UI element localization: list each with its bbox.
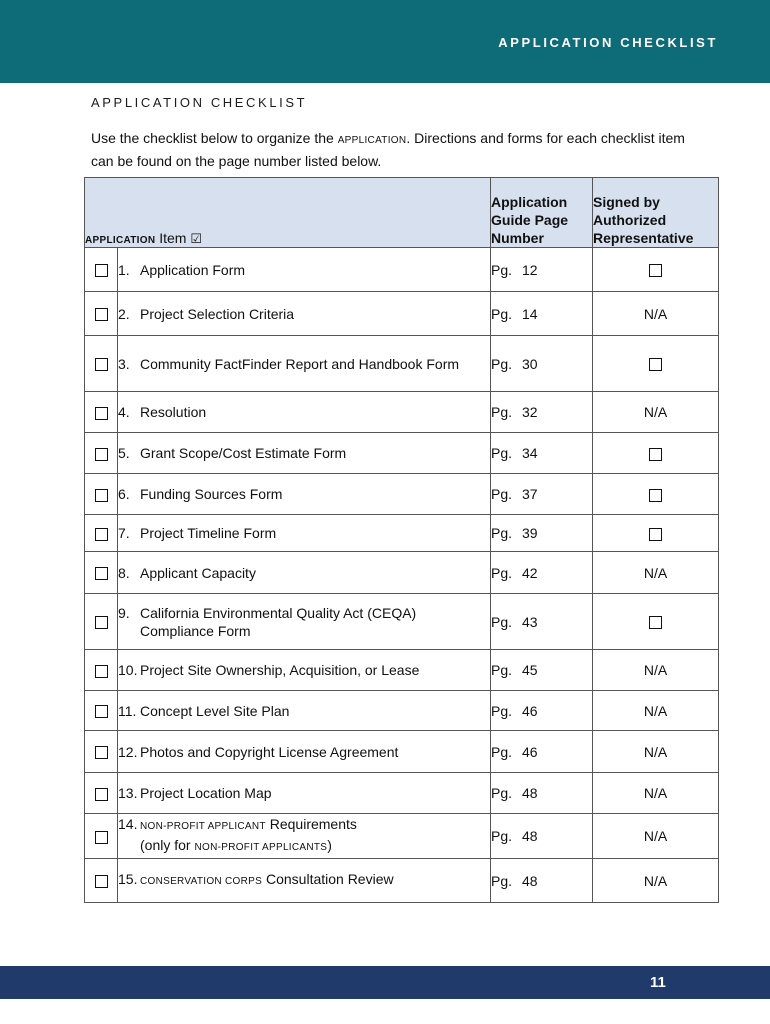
page-prefix: Pg. [491,305,513,322]
item-number: 11. [118,702,137,719]
page-prefix: Pg. [491,702,513,719]
table-row [85,336,719,392]
item-checkbox[interactable] [95,788,108,801]
checklist-body [85,248,719,903]
footer-band [0,966,770,999]
row-checkbox-cell [85,731,118,773]
row-checkbox-cell [85,392,118,433]
signed-cell [593,650,719,691]
signed-cell [593,859,719,903]
page-value: 30 [522,355,538,372]
item-checkbox[interactable] [95,746,108,759]
signed-cell [593,731,719,773]
page-cell [491,731,593,773]
item-cell [118,292,491,336]
row-checkbox-cell [85,433,118,474]
table-row [85,248,719,292]
item-number: 8. [118,564,130,581]
item-cell [118,474,491,515]
item-description-part: Requirements [265,816,357,832]
col-page-line: Number [491,230,544,246]
item-description: Project Timeline Form [140,525,277,541]
row-checkbox-cell [85,474,118,515]
table-row [85,392,719,433]
signed-checkbox[interactable] [649,528,662,541]
item-checkbox[interactable] [95,567,108,580]
page-prefix: Pg. [491,743,513,760]
item-checkbox[interactable] [95,705,108,718]
item-description: Applicant Capacity [140,564,256,581]
item-cell [118,773,491,814]
ballot-check-icon: ☑ [190,231,203,246]
row-checkbox-cell [85,515,118,552]
table-row [85,691,719,731]
header-band [0,0,770,83]
item-number: 10. [118,662,138,678]
page-value: 39 [522,525,538,541]
table-row [85,594,719,650]
page-title: APPLICATION CHECKLIST [91,95,308,110]
page-prefix: Pg. [491,404,513,420]
page-value: 14 [522,305,538,322]
header-title: APPLICATION CHECKLIST [498,35,718,50]
intro-text-before: Use the checklist below to organize the [91,130,338,146]
page-prefix: Pg. [491,828,513,844]
item-description: California Environmental Quality Act (CEQA) Compliance Form [140,604,417,639]
table-row [85,552,719,594]
signed-checkbox[interactable] [649,264,662,277]
row-checkbox-cell [85,292,118,336]
page-cell [491,515,593,552]
signed-cell [593,336,719,392]
table-row [85,731,719,773]
page-value: 43 [522,613,538,630]
item-number: 9. [118,604,130,621]
item-checkbox[interactable] [95,308,108,321]
item-cell [118,731,491,773]
row-checkbox-cell [85,336,118,392]
col-page-line: Application [491,194,568,210]
item-description-part: (only for [140,837,195,853]
item-number: 1. [118,261,130,278]
col-item-label: APPLICATION [85,235,156,246]
signed-na: N/A [643,743,668,760]
page-cell [491,594,593,650]
page-cell [491,336,593,392]
signed-cell [593,814,719,859]
page-cell [491,552,593,594]
page-cell [491,691,593,731]
page-value: 32 [522,404,538,420]
row-checkbox-cell [85,248,118,292]
item-description: Grant Scope/Cost Estimate Form [140,445,347,461]
signed-na: N/A [643,404,668,420]
intro-sc-word: APPLICATION [337,135,407,146]
table-row [85,292,719,336]
item-number: 5. [118,445,130,461]
signed-cell [593,392,719,433]
page-value: 46 [522,702,538,719]
table-header-row [85,178,719,248]
page-prefix: Pg. [491,486,513,502]
page-value: 34 [522,445,538,461]
item-description-part: NON-PROFIT APPLICANT [140,821,266,832]
item-description: Project Location Map [140,785,272,801]
col-signed-line: Signed by [593,194,660,210]
col-item-suffix: Item [159,230,187,246]
col-page-line: Guide Page [491,212,569,228]
item-cell [118,433,491,474]
signed-na: N/A [643,702,668,719]
row-checkbox-cell [85,650,118,691]
page-cell [491,392,593,433]
signed-na: N/A [643,662,668,678]
col-signed-line: Representative [593,230,694,246]
page-value: 46 [522,743,538,760]
intro-paragraph [91,128,691,171]
item-number: 15. [118,871,138,887]
page-cell [491,474,593,515]
page-value: 48 [522,785,538,801]
page-cell [491,859,593,903]
item-checkbox[interactable] [95,448,108,461]
item-description-part: NON-PROFIT APPLICANTS [194,842,328,853]
item-cell [118,336,491,392]
row-checkbox-cell [85,691,118,731]
checklist-table [84,177,719,903]
page-cell [491,433,593,474]
page-number: 11 [650,974,666,991]
item-cell [118,392,491,433]
item-number: 14. [118,816,138,832]
item-checkbox[interactable] [95,831,108,844]
table-row [85,773,719,814]
item-number: 2. [118,305,130,322]
table-row [85,859,719,903]
page-value: 48 [522,828,538,844]
signed-cell [593,594,719,650]
signed-cell [593,292,719,336]
item-description [140,815,490,857]
signed-cell [593,691,719,731]
signed-checkbox[interactable] [649,448,662,461]
item-description: Community FactFinder Report and Handbook Form [140,355,460,372]
item-number: 4. [118,404,130,420]
page-value: 12 [522,261,538,278]
page-prefix: Pg. [491,613,513,630]
item-checkbox[interactable] [95,358,108,371]
item-cell [118,594,491,650]
page-prefix: Pg. [491,872,513,889]
item-description: Concept Level Site Plan [140,702,290,719]
page-prefix: Pg. [491,564,513,581]
col-page-header [491,178,593,248]
item-checkbox[interactable] [95,616,108,629]
signed-checkbox[interactable] [649,616,662,629]
item-cell [118,552,491,594]
page-value: 48 [522,872,538,889]
item-description: Photos and Copyright License Agreement [140,743,399,760]
item-checkbox[interactable] [95,407,108,420]
page-value: 42 [522,564,538,581]
item-description-part: Consultation Review [262,871,394,887]
signed-na: N/A [643,564,668,581]
page-cell [491,248,593,292]
table-row [85,650,719,691]
page-value: 37 [522,486,538,502]
page-prefix: Pg. [491,525,513,541]
item-number: 3. [118,355,130,372]
page-prefix: Pg. [491,261,513,278]
item-cell [118,814,491,859]
item-cell [118,859,491,903]
signed-cell [593,433,719,474]
item-number: 6. [118,486,130,502]
signed-na: N/A [643,828,668,844]
item-checkbox[interactable] [95,665,108,678]
item-checkbox[interactable] [95,264,108,277]
item-number: 13. [118,785,138,801]
item-cell [118,248,491,292]
item-description: Resolution [140,404,207,420]
item-checkbox[interactable] [95,875,108,888]
item-description: Application Form [140,261,246,278]
item-description: Project Site Ownership, Acquisition, or Lease [140,662,420,678]
page-value: 45 [522,662,538,678]
page-cell [491,773,593,814]
item-cell [118,691,491,731]
row-checkbox-cell [85,594,118,650]
intro-text-after: . Directions and forms for each checklist item can be found on the page number listed below. [91,130,685,169]
item-checkbox[interactable] [95,528,108,541]
page-cell [491,814,593,859]
item-number: 7. [118,525,130,541]
col-item-header [85,178,491,248]
row-checkbox-cell [85,814,118,859]
row-checkbox-cell [85,773,118,814]
item-description-part: CONSERVATION CORPS [140,876,263,887]
page-prefix: Pg. [491,785,513,801]
signed-cell [593,552,719,594]
page-cell [491,292,593,336]
signed-na: N/A [643,305,668,322]
item-cell [118,515,491,552]
item-description-part: ) [327,837,332,853]
signed-checkbox[interactable] [649,489,662,502]
table-row [85,515,719,552]
col-signed-header [593,178,719,248]
page-cell [491,650,593,691]
page-prefix: Pg. [491,355,513,372]
col-signed-line: Authorized [593,212,667,228]
item-checkbox[interactable] [95,489,108,502]
row-checkbox-cell [85,552,118,594]
signed-cell [593,515,719,552]
signed-checkbox[interactable] [649,358,662,371]
item-number: 12. [118,743,138,760]
signed-cell [593,773,719,814]
signed-cell [593,474,719,515]
table-row [85,814,719,859]
signed-cell [593,248,719,292]
item-description: Project Selection Criteria [140,305,295,322]
page-prefix: Pg. [491,445,513,461]
item-cell [118,650,491,691]
page-prefix: Pg. [491,662,513,678]
row-checkbox-cell [85,859,118,903]
table-row [85,474,719,515]
table-row [85,433,719,474]
item-description [140,870,490,891]
item-description: Funding Sources Form [140,486,283,502]
signed-na: N/A [643,785,668,801]
signed-na: N/A [643,872,668,889]
